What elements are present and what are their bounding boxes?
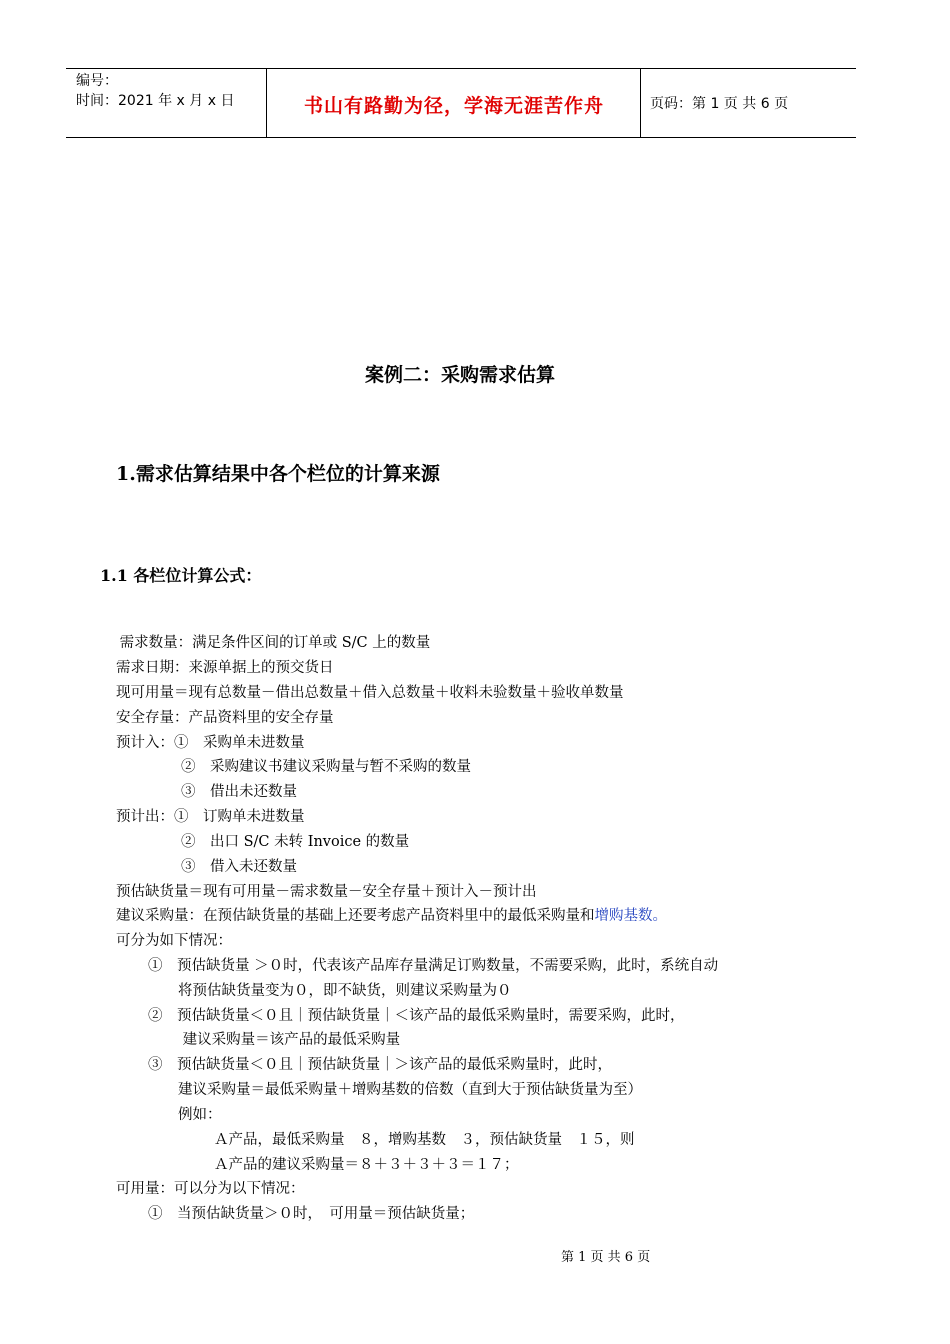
header-divider: [266, 69, 267, 137]
text-segment: 建议采购量：在预估缺货量的基础上还要考虑产品资料里中的最低采购量和: [116, 908, 595, 924]
text-line: Ａ产品，最低采购量 ８，增购基数 ３，预估缺货量 １５，则: [214, 1132, 635, 1148]
text-line: ② 采购建议书建议采购量与暂不采购的数量: [181, 759, 471, 775]
text-line: 需求日期：来源单据上的预交货日: [116, 660, 334, 676]
text-line: ② 预估缺货量＜０且｜预估缺货量｜＜该产品的最低采购量时，需要采购，此时，: [148, 1008, 685, 1024]
text-line: 预估缺货量＝现有可用量－需求数量－安全存量＋预计入－预计出: [116, 884, 537, 900]
text-line: [116, 906, 667, 926]
text-line: 可分为如下情况：: [116, 933, 232, 949]
section-heading: 1.需求估算结果中各个栏位的计算来源: [116, 463, 440, 485]
header-motto: 书山有路勤为径，学海无涯苦作舟: [303, 95, 604, 117]
text-line: ① 当预估缺货量＞０时， 可用量＝预估缺货量；: [148, 1206, 475, 1222]
text-line: ③ 借入未还数量: [181, 859, 297, 875]
subsection-heading: 1.1 各栏位计算公式：: [100, 566, 262, 585]
doc-number-label: 编号：: [76, 73, 118, 89]
text-line: 可用量：可以分为以下情况：: [116, 1181, 305, 1197]
text-line: 建议采购量＝最低采购量＋增购基数的倍数（直到大于预估缺货量为至）: [178, 1082, 642, 1098]
text-line: 现可用量＝现有总数量－借出总数量＋借入总数量＋收料未验数量＋验收单数量: [116, 685, 624, 701]
text-line: ① 预估缺货量 ＞０时，代表该产品库存量满足订购数量，不需要采购，此时，系统自动: [148, 958, 719, 974]
document-title: 案例二：采购需求估算: [364, 364, 555, 386]
text-line: ② 出口 S/C 未转 Invoice 的数量: [181, 834, 410, 850]
page-header: [66, 68, 856, 138]
text-line: ③ 借出未还数量: [181, 784, 297, 800]
text-line: 建议采购量＝该产品的最低采购量: [178, 1032, 401, 1048]
header-page-info: 页码：第 1 页 共 6 页: [650, 96, 789, 112]
text-line: 安全存量：产品资料里的安全存量: [116, 710, 334, 726]
text-line: 例如：: [178, 1107, 222, 1123]
doc-time: 时间：2021 年 x 月 x 日: [76, 93, 235, 109]
text-line: Ａ产品的建议采购量＝８＋３＋３＋３＝１７；: [214, 1157, 519, 1173]
text-line: 预计出：① 订购单未进数量: [116, 809, 305, 825]
text-line: 将预估缺货量变为０，即不缺货，则建议采购量为０: [178, 983, 512, 999]
text-line: ③ 预估缺货量＜０且｜预估缺货量｜＞该产品的最低采购量时，此时，: [148, 1057, 612, 1073]
header-divider: [640, 69, 641, 137]
text-line: 需求数量：满足条件区间的订单或 S/C 上的数量: [115, 635, 431, 651]
header-meta: [76, 71, 266, 111]
page-footer: 第 1 页 共 6 页: [561, 1250, 651, 1265]
text-line: 预计入：① 采购单未进数量: [116, 735, 305, 751]
link-text[interactable]: 增购基数。: [594, 908, 667, 924]
